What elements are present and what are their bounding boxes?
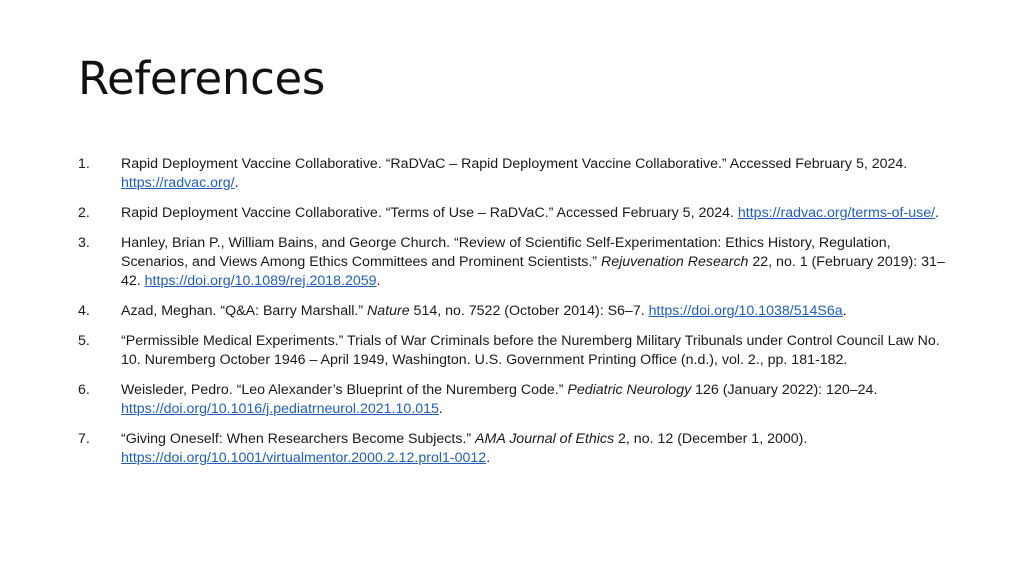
page-title: References bbox=[78, 52, 326, 105]
journal-title: Pediatric Neurology bbox=[567, 382, 692, 398]
reference-link[interactable]: https://doi.org/10.1089/rej.2018.2059 bbox=[144, 273, 377, 289]
reference-link[interactable]: https://doi.org/10.1038/514S6a bbox=[648, 303, 843, 319]
reference-text: “Permissible Medical Experiments.” Trials of War Criminals before the Nuremberg Military Tribunals under Control Council Law No. 10. Nuremberg October 1946 – April 1949, Washington. U.S. Government Printing Office (n.d.), vol. 2., pp. 181-182. bbox=[121, 333, 940, 368]
reference-item bbox=[78, 381, 948, 419]
reference-item bbox=[78, 332, 948, 370]
reference-number: 5. bbox=[78, 333, 90, 349]
reference-number: 1. bbox=[78, 156, 90, 172]
reference-number: 7. bbox=[78, 431, 90, 447]
reference-item bbox=[78, 302, 948, 321]
reference-text: Azad, Meghan. “Q&A: Barry Marshall.” Nature 514, no. 7522 (October 2014): S6–7. https://doi.org/10.1038/514S6a. bbox=[121, 303, 847, 319]
reference-text: Rapid Deployment Vaccine Collaborative. “RaDVaC – Rapid Deployment Vaccine Collaborative.” Accessed February 5, 2024. https://radvac.org/. bbox=[121, 156, 908, 191]
reference-text: Weisleder, Pedro. “Leo Alexander’s Blueprint of the Nuremberg Code.” Pediatric Neurology 126 (January 2022): 120–24. https://doi.org/10.1016/j.pediatrneurol.2021.10.015. bbox=[121, 382, 878, 417]
reference-number: 3. bbox=[78, 235, 90, 251]
reference-link[interactable]: https://radvac.org/terms-of-use/ bbox=[737, 205, 936, 221]
journal-title: AMA Journal of Ethics bbox=[475, 431, 615, 447]
reference-link[interactable]: https://doi.org/10.1016/j.pediatrneurol.2021.10.015 bbox=[121, 401, 439, 417]
reference-item bbox=[78, 204, 948, 223]
reference-text: Rapid Deployment Vaccine Collaborative. “Terms of Use – RaDVaC.” Accessed February 5, 2024. https://radvac.org/terms-of-use/. bbox=[121, 205, 939, 221]
reference-number: 4. bbox=[78, 303, 90, 319]
reference-number: 2. bbox=[78, 205, 90, 221]
reference-item bbox=[78, 155, 948, 193]
reference-link[interactable]: https://radvac.org/ bbox=[121, 175, 235, 191]
reference-text: “Giving Oneself: When Researchers Become Subjects.” AMA Journal of Ethics 2, no. 12 (December 1, 2000). https://doi.org/10.1001/virtualmentor.2000.2.12.prol1-0012. bbox=[121, 431, 808, 466]
journal-title: Rejuvenation Research bbox=[600, 254, 749, 270]
reference-number: 6. bbox=[78, 382, 90, 398]
reference-list bbox=[78, 155, 948, 479]
reference-item bbox=[78, 430, 948, 468]
reference-text: Hanley, Brian P., William Bains, and George Church. “Review of Scientific Self-Experimentation: Ethics History, Regulation, Scenarios, and Views Among Ethics Committees and Prominent Scientists.” Rejuvenation Research 22, no. 1 (February 2019): 31–42. https://doi.org/10.1089/rej.2018.2059. bbox=[121, 235, 945, 289]
reference-item bbox=[78, 234, 948, 291]
journal-title: Nature bbox=[367, 303, 410, 319]
reference-link[interactable]: https://doi.org/10.1001/virtualmentor.2000.2.12.prol1-0012 bbox=[121, 450, 487, 466]
